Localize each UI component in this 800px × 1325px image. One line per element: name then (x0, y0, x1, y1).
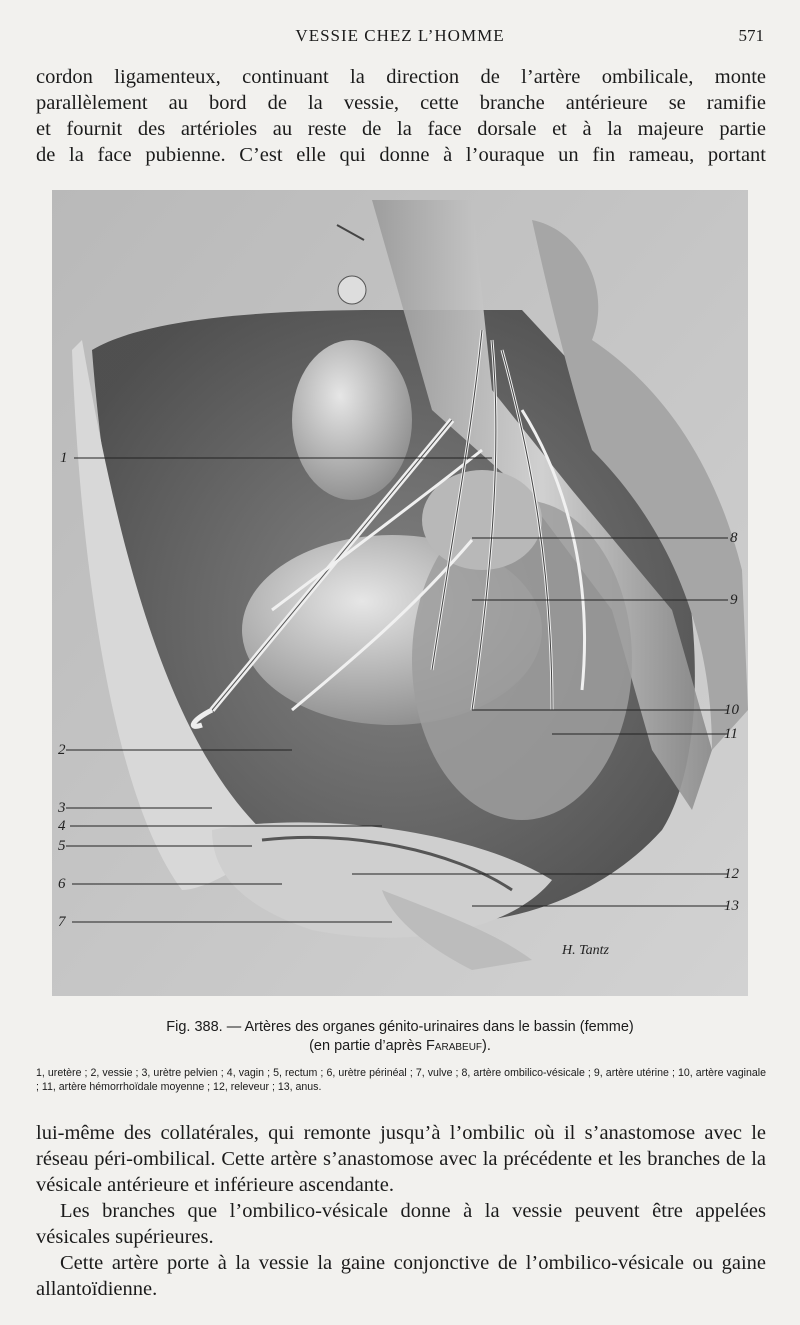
callout-7: 7 (58, 914, 66, 930)
callout-4: 4 (58, 818, 66, 834)
uterine-tube-end (338, 276, 366, 304)
paragraph-3: Cette artère porte à la vessie la gaine conjonctive de l’ombilico-vésicale ou gaine allantoïdienne. (36, 1252, 766, 1300)
callout-10: 10 (724, 702, 739, 718)
caption-line-1: Fig. 388. — Artères des organes génito-urinaires dans le bassin (femme) (166, 1019, 634, 1035)
callout-6: 6 (58, 876, 66, 892)
figure-caption (60, 1018, 740, 1056)
callout-11: 11 (724, 726, 738, 742)
text-line: parallèlement au bord de la vessie, cette branche antérieure se ramifie (36, 92, 766, 114)
callout-5: 5 (58, 838, 66, 854)
anatomical-figure (52, 190, 748, 996)
callout-12: 12 (724, 866, 739, 882)
text-line: et fournit des artérioles au reste de la face dorsale et à la majeure partie (36, 118, 766, 140)
bottom-text (36, 1120, 766, 1302)
running-head (36, 26, 764, 50)
text-line: cordon ligamenteux, continuant la direction de l’artère ombilicale, monte (36, 66, 766, 88)
caption-line-2 (60, 1037, 740, 1056)
caption-prefix: (en partie d’après (309, 1038, 426, 1054)
caption-author: Farabeuf (425, 1038, 483, 1054)
ovary-organ (292, 340, 412, 500)
running-title: VESSIE CHEZ L’HOMME (295, 26, 505, 45)
figure-legend: 1, uretère ; 2, vessie ; 3, urètre pelvien ; 4, vagin ; 5, rectum ; 6, urètre périnéal ; 7, vulve ; 8, artère ombilico-vésicale ; 9, artère utérine ; 10, artère vaginale ; 11, artère hémorrhoïdale moyenne ; 12, releveur ; 13, anus. (36, 1067, 766, 1093)
callout-8: 8 (730, 530, 738, 546)
callout-9: 9 (730, 592, 738, 608)
callout-3: 3 (58, 800, 66, 816)
paragraph-2: Les branches que l’ombilico-vésicale donne à la vessie peuvent être appelées vésicales supérieures. (36, 1200, 766, 1248)
text-line: de la face pubienne. C’est elle qui donne à l’ouraque un fin rameau, portant (36, 144, 766, 166)
caption-suffix: ). (482, 1038, 491, 1054)
callout-1: 1 (60, 450, 68, 466)
paragraph-1: lui-même des collatérales, qui remonte jusqu’à l’ombilic où il s’anastomose avec le réseau péri-ombilical. Cette artère s’anastomose avec la précédente et les branches de la vésicale antérieure et inférieure ascendante. (36, 1122, 766, 1196)
page-number: 571 (738, 26, 764, 45)
callout-2: 2 (58, 742, 66, 758)
top-paragraph (36, 64, 766, 168)
callout-13: 13 (724, 898, 739, 914)
uterus-organ (422, 470, 542, 570)
artist-signature: H. Tantz (562, 943, 609, 958)
pelvis-illustration (52, 190, 748, 996)
